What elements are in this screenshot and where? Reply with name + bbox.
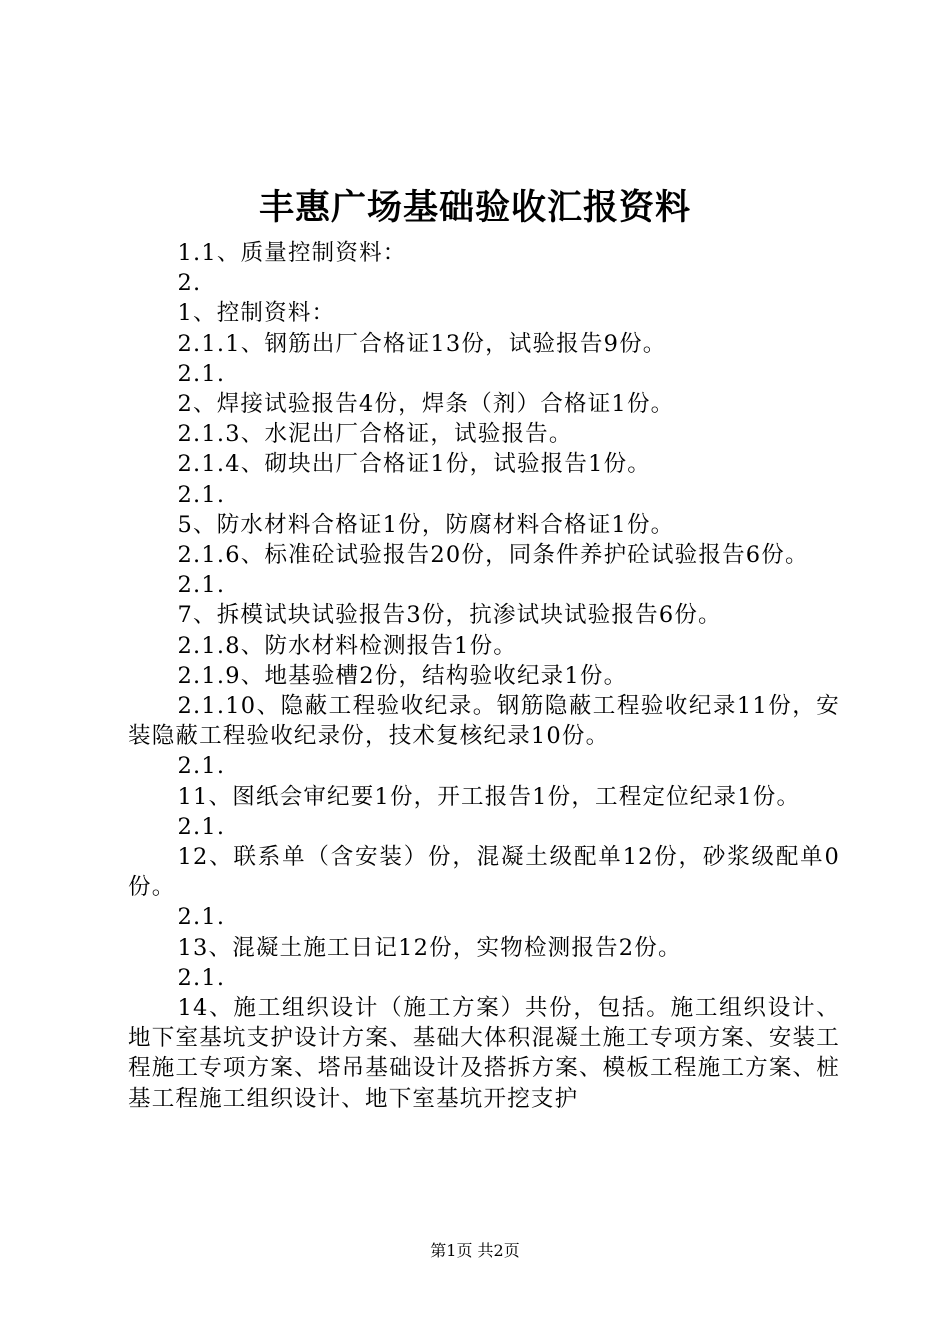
paragraph: 12、联系单（含安装）份，混凝土级配单12份，砂浆级配单0份。 [128, 844, 840, 901]
paragraph: 2.1. [177, 753, 226, 780]
paragraph: 2.1.1、钢筋出厂合格证13份，试验报告9份。 [177, 330, 667, 357]
paragraph: 2.1.6、标准砼试验报告20份，同条件养护砼试验报告6份。 [177, 542, 809, 569]
paragraph: 2.1.9、地基验槽2份，结构验收纪录1份。 [177, 662, 628, 689]
paragraph: 2.1.3、水泥出厂合格证，试验报告。 [177, 421, 573, 448]
paragraph: 2.1.8、防水材料检测报告1份。 [177, 632, 517, 659]
paragraph: 2.1. [177, 813, 226, 840]
paragraph: 2.1. [177, 904, 226, 931]
paragraph: 2.1. [177, 481, 226, 508]
paragraph: 2.1.10、隐蔽工程验收纪录。钢筋隐蔽工程验收纪录11份，安装隐蔽工程验收纪录份，技术复核纪录10份。 [128, 693, 840, 750]
paragraph: 7、拆模试块试验报告3份，抗渗试块试验报告6份。 [177, 602, 722, 629]
paragraph: 2.1. [177, 572, 226, 599]
paragraph: 2.1. [177, 360, 226, 387]
paragraph: 14、施工组织设计（施工方案）共份，包括。施工组织设计、地下室基坑支护设计方案、基础大体积混凝土施工专项方案、安装工程施工专项方案、塔吊基础设计及搭拆方案、模板工程施工方案、桩基工程施工组织设计、地下室基坑开挖支护 [128, 995, 840, 1112]
paragraph: 13、混凝土施工日记12份，实物检测报告2份。 [177, 934, 682, 961]
paragraph: 11、图纸会审纪要1份，开工报告1份，工程定位纪录1份。 [177, 783, 801, 810]
paragraph: 5、防水材料合格证1份，防腐材料合格证1份。 [177, 511, 675, 538]
document-body [128, 238, 840, 1114]
paragraph: 2、焊接试验报告4份，焊条（剂）合格证1份。 [177, 391, 675, 418]
paragraph: 2. [177, 270, 202, 297]
paragraph: 1、控制资料： [177, 300, 336, 327]
document-title: 丰惠广场基础验收汇报资料 [258, 187, 691, 228]
page-footer: 第1页 共2页 [430, 1241, 520, 1260]
paragraph: 2.1.4、砌块出厂合格证1份，试验报告1份。 [177, 451, 651, 478]
paragraph: 1.1、质量控制资料： [177, 240, 407, 266]
paragraph: 2.1. [177, 964, 226, 991]
